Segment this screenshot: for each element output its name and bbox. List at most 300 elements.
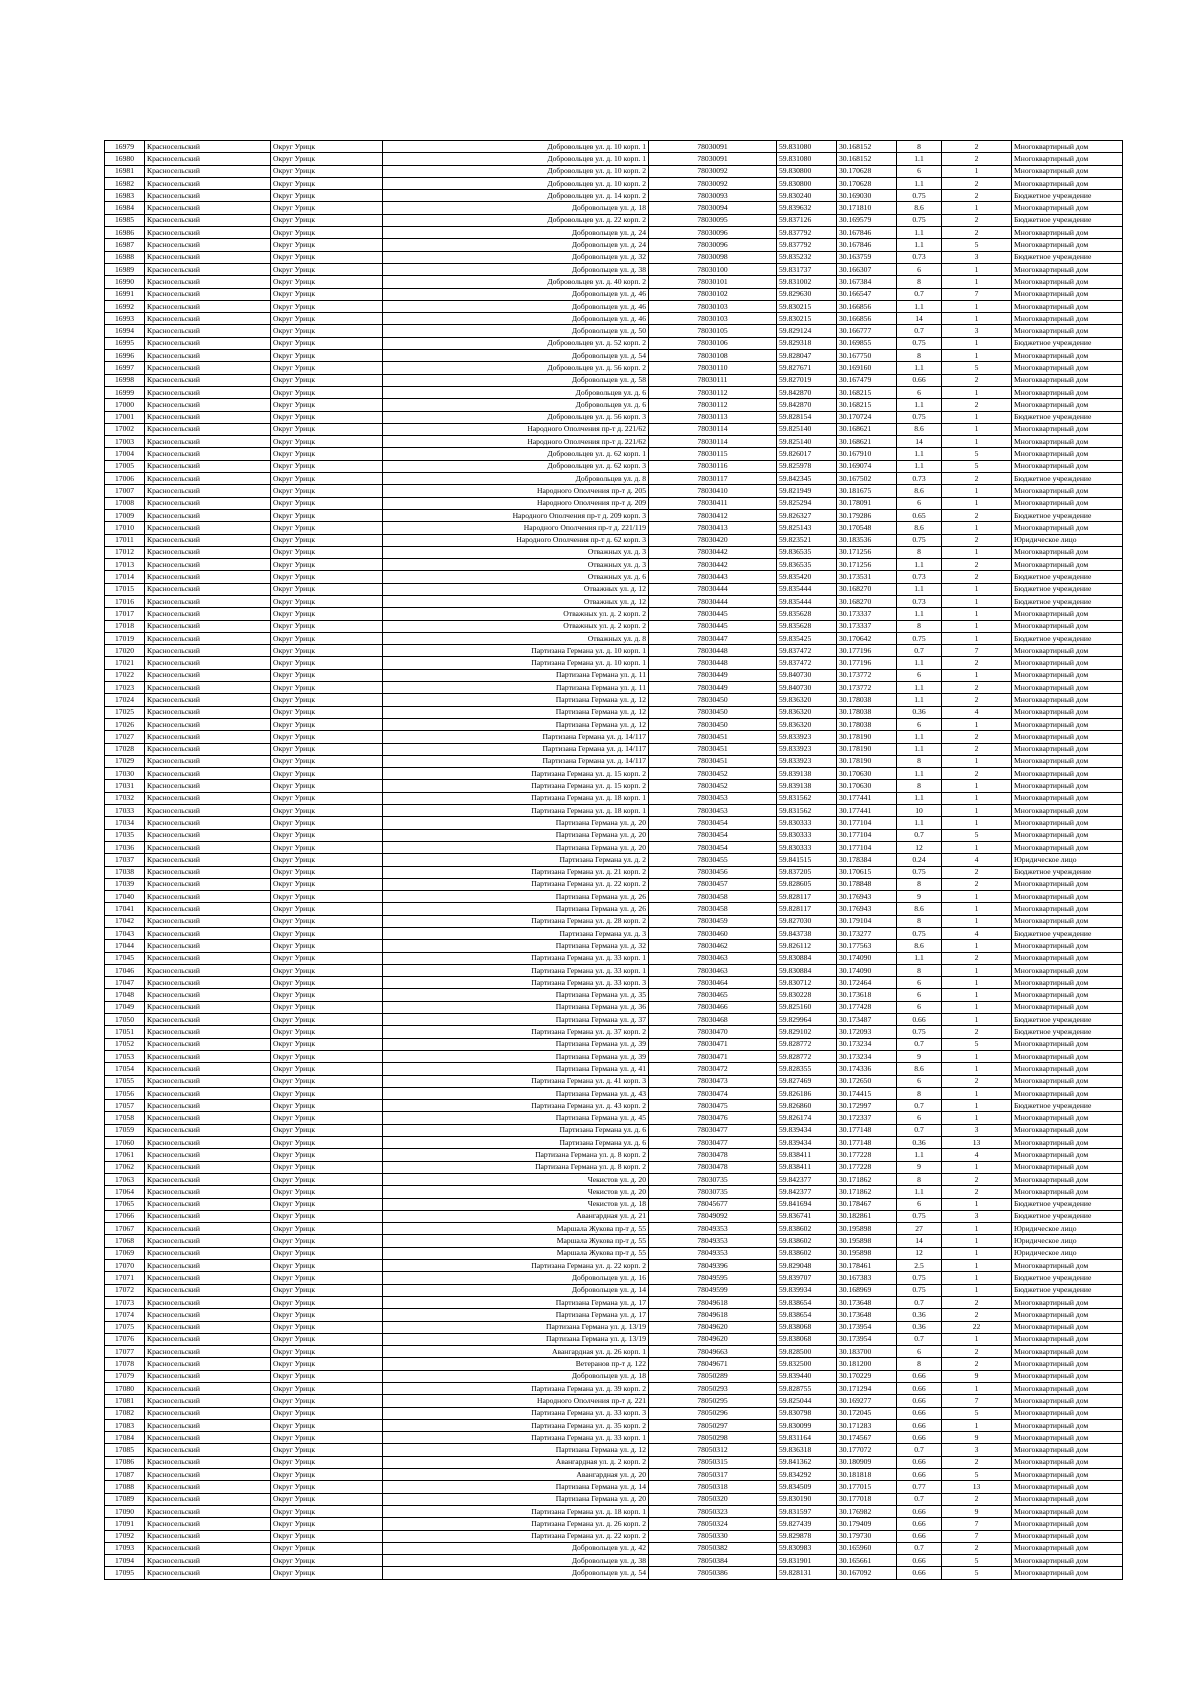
district-cell: Красносельский bbox=[145, 1407, 271, 1419]
count-cell: 1 bbox=[942, 632, 1012, 644]
count-cell: 1 bbox=[942, 608, 1012, 620]
row-number-cell: 17027 bbox=[105, 731, 145, 743]
row-number-cell: 17017 bbox=[105, 608, 145, 620]
row-number-cell: 17045 bbox=[105, 952, 145, 964]
volume-cell: 0.75 bbox=[897, 1272, 942, 1284]
table-row bbox=[105, 964, 1123, 976]
row-number-cell: 17079 bbox=[105, 1370, 145, 1382]
district-cell: Красносельский bbox=[145, 583, 271, 595]
table-row bbox=[105, 509, 1123, 521]
volume-cell: 1.1 bbox=[897, 227, 942, 239]
row-number-cell: 17091 bbox=[105, 1518, 145, 1530]
object-type-cell: Многоквартирный дом bbox=[1012, 829, 1123, 841]
volume-cell: 0.75 bbox=[897, 866, 942, 878]
longitude-cell: 30.171256 bbox=[837, 559, 897, 571]
object-type-cell: Юридическое лицо bbox=[1012, 1223, 1123, 1235]
object-type-cell: Многоквартирный дом bbox=[1012, 1124, 1123, 1136]
object-type-cell: Многоквартирный дом bbox=[1012, 1346, 1123, 1358]
table-row bbox=[105, 276, 1123, 288]
latitude-cell: 59.839434 bbox=[777, 1137, 837, 1149]
table-row bbox=[105, 1149, 1123, 1161]
latitude-cell: 59.835232 bbox=[777, 251, 837, 263]
district-cell: Красносельский bbox=[145, 682, 271, 694]
latitude-cell: 59.828117 bbox=[777, 891, 837, 903]
object-type-cell: Юридическое лицо bbox=[1012, 854, 1123, 866]
table-row bbox=[105, 1124, 1123, 1136]
volume-cell: 14 bbox=[897, 1235, 942, 1247]
district-cell: Красносельский bbox=[145, 534, 271, 546]
count-cell: 2 bbox=[942, 1309, 1012, 1321]
object-id-cell: 78050315 bbox=[649, 1456, 777, 1468]
table-row bbox=[105, 165, 1123, 177]
address-cell: Народного Ополчения пр-т д. 205 bbox=[383, 485, 649, 497]
row-number-cell: 17033 bbox=[105, 805, 145, 817]
address-cell: Партизана Германа ул. д. 22 корп. 2 bbox=[383, 1530, 649, 1542]
longitude-cell: 30.181675 bbox=[837, 485, 897, 497]
count-cell: 2 bbox=[942, 1186, 1012, 1198]
table-row bbox=[105, 805, 1123, 817]
count-cell: 1 bbox=[942, 546, 1012, 558]
object-type-cell: Многоквартирный дом bbox=[1012, 1260, 1123, 1272]
district-cell: Красносельский bbox=[145, 337, 271, 349]
table-row bbox=[105, 1567, 1123, 1579]
count-cell: 1 bbox=[942, 1087, 1012, 1099]
address-cell: Отважных ул. д. 2 корп. 2 bbox=[383, 620, 649, 632]
object-type-cell: Бюджетное учреждение bbox=[1012, 1198, 1123, 1210]
address-cell: Партизана Германа ул. д. 35 корп. 2 bbox=[383, 1419, 649, 1431]
address-cell: Партизана Германа ул. д. 15 корп. 2 bbox=[383, 780, 649, 792]
address-cell: Отважных ул. д. 3 bbox=[383, 559, 649, 571]
row-number-cell: 17022 bbox=[105, 669, 145, 681]
row-number-cell: 17026 bbox=[105, 718, 145, 730]
municipality-cell: Округ Урицк bbox=[271, 276, 383, 288]
municipality-cell: Округ Урицк bbox=[271, 263, 383, 275]
row-number-cell: 17002 bbox=[105, 423, 145, 435]
table-row bbox=[105, 1395, 1123, 1407]
volume-cell: 0.7 bbox=[897, 1124, 942, 1136]
table-row bbox=[105, 423, 1123, 435]
row-number-cell: 17018 bbox=[105, 620, 145, 632]
count-cell: 5 bbox=[942, 1038, 1012, 1050]
object-id-cell: 78030095 bbox=[649, 214, 777, 226]
longitude-cell: 30.166307 bbox=[837, 263, 897, 275]
address-cell: Партизана Германа ул. д. 41 bbox=[383, 1063, 649, 1075]
count-cell: 1 bbox=[942, 915, 1012, 927]
municipality-cell: Округ Урицк bbox=[271, 755, 383, 767]
table-row bbox=[105, 989, 1123, 1001]
municipality-cell: Округ Урицк bbox=[271, 1333, 383, 1345]
row-number-cell: 17001 bbox=[105, 411, 145, 423]
district-cell: Красносельский bbox=[145, 1186, 271, 1198]
row-number-cell: 17006 bbox=[105, 473, 145, 485]
table-row bbox=[105, 288, 1123, 300]
district-cell: Красносельский bbox=[145, 903, 271, 915]
table-row bbox=[105, 682, 1123, 694]
latitude-cell: 59.836320 bbox=[777, 706, 837, 718]
object-type-cell: Многоквартирный дом bbox=[1012, 1050, 1123, 1062]
district-cell: Красносельский bbox=[145, 313, 271, 325]
latitude-cell: 59.839934 bbox=[777, 1284, 837, 1296]
table-row bbox=[105, 448, 1123, 460]
row-number-cell: 17083 bbox=[105, 1419, 145, 1431]
volume-cell: 0.66 bbox=[897, 1370, 942, 1382]
count-cell: 1 bbox=[942, 792, 1012, 804]
object-id-cell: 78030472 bbox=[649, 1063, 777, 1075]
longitude-cell: 30.173954 bbox=[837, 1321, 897, 1333]
table-body bbox=[105, 141, 1123, 1580]
object-id-cell: 78049671 bbox=[649, 1358, 777, 1370]
longitude-cell: 30.172045 bbox=[837, 1407, 897, 1419]
row-number-cell: 17005 bbox=[105, 460, 145, 472]
object-id-cell: 78030453 bbox=[649, 792, 777, 804]
municipality-cell: Округ Урицк bbox=[271, 1235, 383, 1247]
latitude-cell: 59.838411 bbox=[777, 1161, 837, 1173]
row-number-cell: 17046 bbox=[105, 964, 145, 976]
municipality-cell: Округ Урицк bbox=[271, 1260, 383, 1272]
volume-cell: 1.1 bbox=[897, 682, 942, 694]
latitude-cell: 59.843738 bbox=[777, 928, 837, 940]
longitude-cell: 30.170615 bbox=[837, 866, 897, 878]
count-cell: 7 bbox=[942, 645, 1012, 657]
count-cell: 1 bbox=[942, 313, 1012, 325]
row-number-cell: 17064 bbox=[105, 1186, 145, 1198]
count-cell: 1 bbox=[942, 964, 1012, 976]
object-id-cell: 78030478 bbox=[649, 1149, 777, 1161]
longitude-cell: 30.168621 bbox=[837, 423, 897, 435]
address-cell: Маршала Жукова пр-т д. 55 bbox=[383, 1235, 649, 1247]
longitude-cell: 30.183536 bbox=[837, 534, 897, 546]
object-type-cell: Многоквартирный дом bbox=[1012, 263, 1123, 275]
object-type-cell: Многоквартирный дом bbox=[1012, 386, 1123, 398]
object-type-cell: Бюджетное учреждение bbox=[1012, 1210, 1123, 1222]
longitude-cell: 30.171862 bbox=[837, 1186, 897, 1198]
table-row bbox=[105, 1346, 1123, 1358]
object-id-cell: 78030471 bbox=[649, 1050, 777, 1062]
longitude-cell: 30.171862 bbox=[837, 1173, 897, 1185]
address-cell: Отважных ул. д. 12 bbox=[383, 595, 649, 607]
row-number-cell: 17015 bbox=[105, 583, 145, 595]
latitude-cell: 59.828772 bbox=[777, 1050, 837, 1062]
longitude-cell: 30.178038 bbox=[837, 718, 897, 730]
address-cell: Добровольцев ул. д. 22 корп. 2 bbox=[383, 214, 649, 226]
municipality-cell: Округ Урицк bbox=[271, 903, 383, 915]
row-number-cell: 16983 bbox=[105, 190, 145, 202]
table-row bbox=[105, 1333, 1123, 1345]
longitude-cell: 30.182861 bbox=[837, 1210, 897, 1222]
address-cell: Партизана Германа ул. д. 2 bbox=[383, 854, 649, 866]
address-cell: Партизана Германа ул. д. 10 корп. 1 bbox=[383, 657, 649, 669]
count-cell: 1 bbox=[942, 423, 1012, 435]
address-cell: Партизана Германа ул. д. 43 bbox=[383, 1087, 649, 1099]
latitude-cell: 59.838654 bbox=[777, 1309, 837, 1321]
address-cell: Добровольцев ул. д. 24 bbox=[383, 227, 649, 239]
latitude-cell: 59.829964 bbox=[777, 1014, 837, 1026]
district-cell: Красносельский bbox=[145, 718, 271, 730]
object-type-cell: Многоквартирный дом bbox=[1012, 276, 1123, 288]
object-id-cell: 78050317 bbox=[649, 1469, 777, 1481]
municipality-cell: Округ Урицк bbox=[271, 399, 383, 411]
object-id-cell: 78030410 bbox=[649, 485, 777, 497]
row-number-cell: 17020 bbox=[105, 645, 145, 657]
latitude-cell: 59.828131 bbox=[777, 1567, 837, 1579]
row-number-cell: 17024 bbox=[105, 694, 145, 706]
latitude-cell: 59.836741 bbox=[777, 1210, 837, 1222]
table-row bbox=[105, 940, 1123, 952]
object-id-cell: 78030450 bbox=[649, 706, 777, 718]
longitude-cell: 30.173954 bbox=[837, 1333, 897, 1345]
district-cell: Красносельский bbox=[145, 1358, 271, 1370]
longitude-cell: 30.195898 bbox=[837, 1235, 897, 1247]
object-type-cell: Многоквартирный дом bbox=[1012, 1395, 1123, 1407]
volume-cell: 0.75 bbox=[897, 337, 942, 349]
count-cell: 4 bbox=[942, 1149, 1012, 1161]
address-cell: Партизана Германа ул. д. 14/117 bbox=[383, 743, 649, 755]
latitude-cell: 59.827671 bbox=[777, 362, 837, 374]
municipality-cell: Округ Урицк bbox=[271, 1124, 383, 1136]
object-type-cell: Многоквартирный дом bbox=[1012, 608, 1123, 620]
municipality-cell: Округ Урицк bbox=[271, 1210, 383, 1222]
district-cell: Красносельский bbox=[145, 1309, 271, 1321]
municipality-cell: Округ Урицк bbox=[271, 1382, 383, 1394]
object-id-cell: 78030411 bbox=[649, 497, 777, 509]
row-number-cell: 17030 bbox=[105, 768, 145, 780]
longitude-cell: 30.171256 bbox=[837, 546, 897, 558]
object-id-cell: 78049663 bbox=[649, 1346, 777, 1358]
volume-cell: 0.7 bbox=[897, 645, 942, 657]
object-type-cell: Многоквартирный дом bbox=[1012, 177, 1123, 189]
row-number-cell: 16980 bbox=[105, 153, 145, 165]
row-number-cell: 17043 bbox=[105, 928, 145, 940]
table-row bbox=[105, 546, 1123, 558]
address-cell: Партизана Германа ул. д. 15 корп. 2 bbox=[383, 768, 649, 780]
address-cell: Добровольцев ул. д. 14 корп. 2 bbox=[383, 190, 649, 202]
object-type-cell: Многоквартирный дом bbox=[1012, 768, 1123, 780]
row-number-cell: 17077 bbox=[105, 1346, 145, 1358]
district-cell: Красносельский bbox=[145, 706, 271, 718]
longitude-cell: 30.177104 bbox=[837, 841, 897, 853]
row-number-cell: 17014 bbox=[105, 571, 145, 583]
district-cell: Красносельский bbox=[145, 1087, 271, 1099]
latitude-cell: 59.836535 bbox=[777, 559, 837, 571]
latitude-cell: 59.830800 bbox=[777, 165, 837, 177]
table-row bbox=[105, 485, 1123, 497]
address-cell: Партизана Германа ул. д. 37 корп. 2 bbox=[383, 1026, 649, 1038]
table-row bbox=[105, 1050, 1123, 1062]
volume-cell: 6 bbox=[897, 1075, 942, 1087]
count-cell: 5 bbox=[942, 362, 1012, 374]
latitude-cell: 59.830215 bbox=[777, 313, 837, 325]
volume-cell: 1.1 bbox=[897, 399, 942, 411]
table-row bbox=[105, 1505, 1123, 1517]
table-row bbox=[105, 1419, 1123, 1431]
district-cell: Красносельский bbox=[145, 153, 271, 165]
object-id-cell: 78030455 bbox=[649, 854, 777, 866]
count-cell: 7 bbox=[942, 288, 1012, 300]
data-table bbox=[104, 140, 1123, 1580]
district-cell: Красносельский bbox=[145, 325, 271, 337]
address-cell: Добровольцев ул. д. 58 bbox=[383, 374, 649, 386]
district-cell: Красносельский bbox=[145, 1014, 271, 1026]
table-row bbox=[105, 411, 1123, 423]
latitude-cell: 59.839138 bbox=[777, 768, 837, 780]
row-number-cell: 16998 bbox=[105, 374, 145, 386]
volume-cell: 1.1 bbox=[897, 608, 942, 620]
volume-cell: 1.1 bbox=[897, 1149, 942, 1161]
table-row bbox=[105, 374, 1123, 386]
object-id-cell: 78030459 bbox=[649, 915, 777, 927]
district-cell: Красносельский bbox=[145, 1518, 271, 1530]
object-id-cell: 78049599 bbox=[649, 1284, 777, 1296]
object-type-cell: Многоквартирный дом bbox=[1012, 977, 1123, 989]
count-cell: 1 bbox=[942, 276, 1012, 288]
address-cell: Партизана Германа ул. д. 17 bbox=[383, 1309, 649, 1321]
object-id-cell: 78030098 bbox=[649, 251, 777, 263]
object-type-cell: Многоквартирный дом bbox=[1012, 497, 1123, 509]
latitude-cell: 59.837205 bbox=[777, 866, 837, 878]
municipality-cell: Округ Урицк bbox=[271, 227, 383, 239]
address-cell: Партизана Германа ул. д. 8 корп. 2 bbox=[383, 1161, 649, 1173]
object-id-cell: 78030114 bbox=[649, 423, 777, 435]
count-cell: 1 bbox=[942, 903, 1012, 915]
longitude-cell: 30.169855 bbox=[837, 337, 897, 349]
latitude-cell: 59.839632 bbox=[777, 202, 837, 214]
municipality-cell: Округ Урицк bbox=[271, 1296, 383, 1308]
object-type-cell: Бюджетное учреждение bbox=[1012, 1026, 1123, 1038]
volume-cell: 0.7 bbox=[897, 325, 942, 337]
longitude-cell: 30.172650 bbox=[837, 1075, 897, 1087]
address-cell: Добровольцев ул. д. 52 корп. 2 bbox=[383, 337, 649, 349]
district-cell: Красносельский bbox=[145, 1382, 271, 1394]
district-cell: Красносельский bbox=[145, 829, 271, 841]
volume-cell: 0.66 bbox=[897, 1382, 942, 1394]
count-cell: 2 bbox=[942, 682, 1012, 694]
longitude-cell: 30.173648 bbox=[837, 1309, 897, 1321]
address-cell: Партизана Германа ул. д. 14/117 bbox=[383, 755, 649, 767]
object-id-cell: 78030103 bbox=[649, 313, 777, 325]
row-number-cell: 17053 bbox=[105, 1050, 145, 1062]
municipality-cell: Округ Урицк bbox=[271, 1198, 383, 1210]
municipality-cell: Округ Урицк bbox=[271, 866, 383, 878]
count-cell: 1 bbox=[942, 436, 1012, 448]
longitude-cell: 30.181200 bbox=[837, 1358, 897, 1370]
municipality-cell: Округ Урицк bbox=[271, 1149, 383, 1161]
latitude-cell: 59.838602 bbox=[777, 1223, 837, 1235]
count-cell: 3 bbox=[942, 325, 1012, 337]
table-row bbox=[105, 214, 1123, 226]
longitude-cell: 30.178190 bbox=[837, 731, 897, 743]
longitude-cell: 30.167750 bbox=[837, 350, 897, 362]
latitude-cell: 59.830215 bbox=[777, 300, 837, 312]
object-id-cell: 78030102 bbox=[649, 288, 777, 300]
count-cell: 1 bbox=[942, 755, 1012, 767]
count-cell: 2 bbox=[942, 743, 1012, 755]
object-id-cell: 78030454 bbox=[649, 841, 777, 853]
longitude-cell: 30.171810 bbox=[837, 202, 897, 214]
count-cell: 22 bbox=[942, 1321, 1012, 1333]
count-cell: 2 bbox=[942, 878, 1012, 890]
count-cell: 5 bbox=[942, 460, 1012, 472]
district-cell: Красносельский bbox=[145, 227, 271, 239]
object-type-cell: Многоквартирный дом bbox=[1012, 620, 1123, 632]
volume-cell: 8 bbox=[897, 620, 942, 632]
count-cell: 5 bbox=[942, 239, 1012, 251]
table-row bbox=[105, 1235, 1123, 1247]
volume-cell: 1.1 bbox=[897, 362, 942, 374]
longitude-cell: 30.170642 bbox=[837, 632, 897, 644]
row-number-cell: 17076 bbox=[105, 1333, 145, 1345]
volume-cell: 1.1 bbox=[897, 559, 942, 571]
district-cell: Красносельский bbox=[145, 1567, 271, 1579]
latitude-cell: 59.830983 bbox=[777, 1542, 837, 1554]
longitude-cell: 30.167384 bbox=[837, 276, 897, 288]
municipality-cell: Округ Урицк bbox=[271, 940, 383, 952]
object-type-cell: Многоквартирный дом bbox=[1012, 657, 1123, 669]
count-cell: 13 bbox=[942, 1137, 1012, 1149]
municipality-cell: Округ Урицк bbox=[271, 1026, 383, 1038]
latitude-cell: 59.841362 bbox=[777, 1456, 837, 1468]
object-id-cell: 78030092 bbox=[649, 165, 777, 177]
object-type-cell: Многоквартирный дом bbox=[1012, 1333, 1123, 1345]
count-cell: 1 bbox=[942, 1198, 1012, 1210]
longitude-cell: 30.177441 bbox=[837, 792, 897, 804]
longitude-cell: 30.170628 bbox=[837, 165, 897, 177]
longitude-cell: 30.168152 bbox=[837, 141, 897, 153]
object-id-cell: 78049620 bbox=[649, 1333, 777, 1345]
latitude-cell: 59.842377 bbox=[777, 1173, 837, 1185]
count-cell: 5 bbox=[942, 1407, 1012, 1419]
longitude-cell: 30.167846 bbox=[837, 239, 897, 251]
row-number-cell: 17072 bbox=[105, 1284, 145, 1296]
latitude-cell: 59.839138 bbox=[777, 780, 837, 792]
municipality-cell: Округ Урицк bbox=[271, 1370, 383, 1382]
object-type-cell: Бюджетное учреждение bbox=[1012, 214, 1123, 226]
address-cell: Добровольцев ул. д. 46 bbox=[383, 300, 649, 312]
latitude-cell: 59.826327 bbox=[777, 509, 837, 521]
municipality-cell: Округ Урицк bbox=[271, 153, 383, 165]
address-cell: Ветеранов пр-т д. 122 bbox=[383, 1358, 649, 1370]
longitude-cell: 30.168969 bbox=[837, 1284, 897, 1296]
table-row bbox=[105, 1382, 1123, 1394]
municipality-cell: Округ Урицк bbox=[271, 694, 383, 706]
longitude-cell: 30.167092 bbox=[837, 1567, 897, 1579]
latitude-cell: 59.828154 bbox=[777, 411, 837, 423]
longitude-cell: 30.170724 bbox=[837, 411, 897, 423]
address-cell: Добровольцев ул. д. 10 корп. 2 bbox=[383, 177, 649, 189]
district-cell: Красносельский bbox=[145, 805, 271, 817]
latitude-cell: 59.830884 bbox=[777, 964, 837, 976]
district-cell: Красносельский bbox=[145, 1050, 271, 1062]
object-id-cell: 78030117 bbox=[649, 473, 777, 485]
count-cell: 2 bbox=[942, 1296, 1012, 1308]
municipality-cell: Округ Урицк bbox=[271, 460, 383, 472]
municipality-cell: Округ Урицк bbox=[271, 325, 383, 337]
address-cell: Партизана Германа ул. д. 20 bbox=[383, 1493, 649, 1505]
table-row bbox=[105, 325, 1123, 337]
object-id-cell: 78030448 bbox=[649, 645, 777, 657]
longitude-cell: 30.172997 bbox=[837, 1100, 897, 1112]
municipality-cell: Округ Урицк bbox=[271, 1223, 383, 1235]
district-cell: Красносельский bbox=[145, 878, 271, 890]
municipality-cell: Округ Урицк bbox=[271, 964, 383, 976]
municipality-cell: Округ Урицк bbox=[271, 1444, 383, 1456]
district-cell: Красносельский bbox=[145, 288, 271, 300]
object-id-cell: 78030466 bbox=[649, 1001, 777, 1013]
address-cell: Добровольцев ул. д. 54 bbox=[383, 350, 649, 362]
latitude-cell: 59.828117 bbox=[777, 903, 837, 915]
district-cell: Красносельский bbox=[145, 141, 271, 153]
count-cell: 3 bbox=[942, 1444, 1012, 1456]
longitude-cell: 30.180909 bbox=[837, 1456, 897, 1468]
